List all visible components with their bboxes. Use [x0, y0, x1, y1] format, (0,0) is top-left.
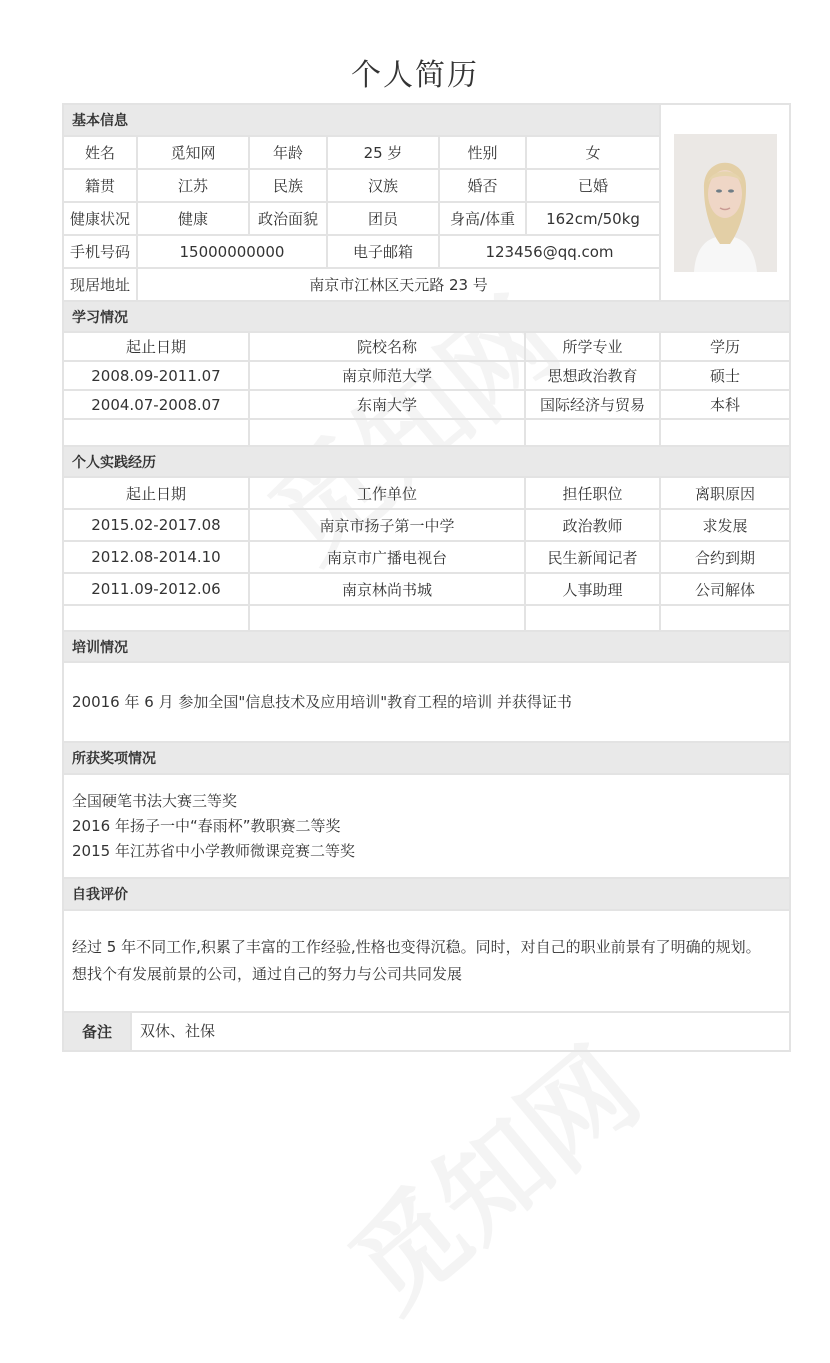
table-row: [63, 361, 790, 390]
awards-list: [63, 774, 790, 878]
note-label: 备注: [63, 1012, 131, 1051]
value-political: 团员: [327, 202, 439, 235]
label-marital: 婚否: [439, 169, 526, 202]
value-height-weight: 162cm/50kg: [526, 202, 660, 235]
watermark-bottom: [304, 997, 685, 1362]
value-ethnicity: 汉族: [327, 169, 439, 202]
exp-header-company: 工作单位: [249, 477, 525, 509]
edu-date: 2008.09-2011.07: [63, 361, 249, 390]
edu-major: 思想政治教育: [525, 361, 660, 390]
page-title: 个人简历: [351, 58, 479, 93]
list-item: 2016 年扬子一中“春雨杯”教职赛二等奖: [72, 816, 341, 835]
label-height-weight: 身高/体重: [439, 202, 526, 235]
exp-reason: 公司解体: [660, 573, 790, 605]
edu-header-date: 起止日期: [63, 332, 249, 361]
value-marital: 已婚: [526, 169, 660, 202]
label-email: 电子邮箱: [327, 235, 439, 268]
label-age: 年龄: [249, 136, 327, 169]
value-age: 25 岁: [327, 136, 439, 169]
label-political: 政治面貌: [249, 202, 327, 235]
label-ethnicity: 民族: [249, 169, 327, 202]
table-row: [63, 390, 790, 419]
label-address: 现居地址: [63, 268, 137, 301]
experience-table: [62, 445, 791, 633]
basic-info-table: [62, 103, 791, 302]
photo-cell: [660, 104, 790, 301]
table-row-empty: [63, 419, 790, 446]
section-experience-heading: 个人实践经历: [63, 446, 790, 477]
label-phone: 手机号码: [63, 235, 137, 268]
edu-degree: 本科: [660, 390, 790, 419]
value-email: 123456@qq.com: [439, 235, 660, 268]
label-name: 姓名: [63, 136, 137, 169]
exp-date: 2015.02-2017.08: [63, 509, 249, 541]
exp-company: 南京市扬子第一中学: [249, 509, 525, 541]
exp-header-position: 担任职位: [525, 477, 660, 509]
exp-position: 人事助理: [525, 573, 660, 605]
table-row: [63, 509, 790, 541]
list-item: 2015 年江苏省中小学教师微课竞赛二等奖: [72, 841, 355, 860]
label-gender: 性别: [439, 136, 526, 169]
exp-position: 政治教师: [525, 509, 660, 541]
training-text: 20016 年 6 月 参加全国"信息技术及应用培训"教育工程的培训 并获得证书: [63, 662, 790, 742]
edu-header-degree: 学历: [660, 332, 790, 361]
note-text: 双休、社保: [131, 1012, 790, 1051]
profile-photo: [674, 134, 777, 272]
value-address: 南京市江林区天元路 23 号: [137, 268, 660, 301]
edu-degree: 硕士: [660, 361, 790, 390]
value-gender: 女: [526, 136, 660, 169]
exp-company: 南京林尚书城: [249, 573, 525, 605]
edu-date: 2004.07-2008.07: [63, 390, 249, 419]
exp-date: 2011.09-2012.06: [63, 573, 249, 605]
edu-header-major: 所学专业: [525, 332, 660, 361]
exp-company: 南京市广播电视台: [249, 541, 525, 573]
value-hometown: 江苏: [137, 169, 249, 202]
table-row: [63, 541, 790, 573]
exp-reason: 合约到期: [660, 541, 790, 573]
list-item: 全国硬笔书法大赛三等奖: [72, 791, 238, 810]
exp-reason: 求发展: [660, 509, 790, 541]
label-hometown: 籍贯: [63, 169, 137, 202]
edu-header-school: 院校名称: [249, 332, 525, 361]
self-eval-text: [63, 910, 790, 1012]
value-phone: 15000000000: [137, 235, 327, 268]
table-row-empty: [63, 605, 790, 632]
section-self-eval-heading: 自我评价: [63, 878, 790, 910]
label-health: 健康状况: [63, 202, 137, 235]
section-training-heading: 培训情况: [63, 631, 790, 662]
edu-school: 南京师范大学: [249, 361, 525, 390]
self-eval-line: 经过 5 年不同工作,积累了丰富的工作经验,性格也变得沉稳。同时，对自己的职业前景有了明确的规划。: [72, 938, 761, 956]
edu-major: 国际经济与贸易: [525, 390, 660, 419]
value-health: 健康: [137, 202, 249, 235]
section-education-heading: 学习情况: [63, 301, 790, 332]
value-name: 觅知网: [137, 136, 249, 169]
exp-header-reason: 离职原因: [660, 477, 790, 509]
edu-school: 东南大学: [249, 390, 525, 419]
text-sections-table: [62, 630, 791, 1052]
self-eval-line: 想找个有发展前景的公司，通过自己的努力与公司共同发展: [72, 965, 463, 983]
exp-header-date: 起止日期: [63, 477, 249, 509]
exp-position: 民生新闻记者: [525, 541, 660, 573]
section-basic-heading: 基本信息: [63, 104, 660, 136]
education-table: [62, 300, 791, 447]
exp-date: 2012.08-2014.10: [63, 541, 249, 573]
table-row: [63, 573, 790, 605]
section-awards-heading: 所获奖项情况: [63, 742, 790, 774]
